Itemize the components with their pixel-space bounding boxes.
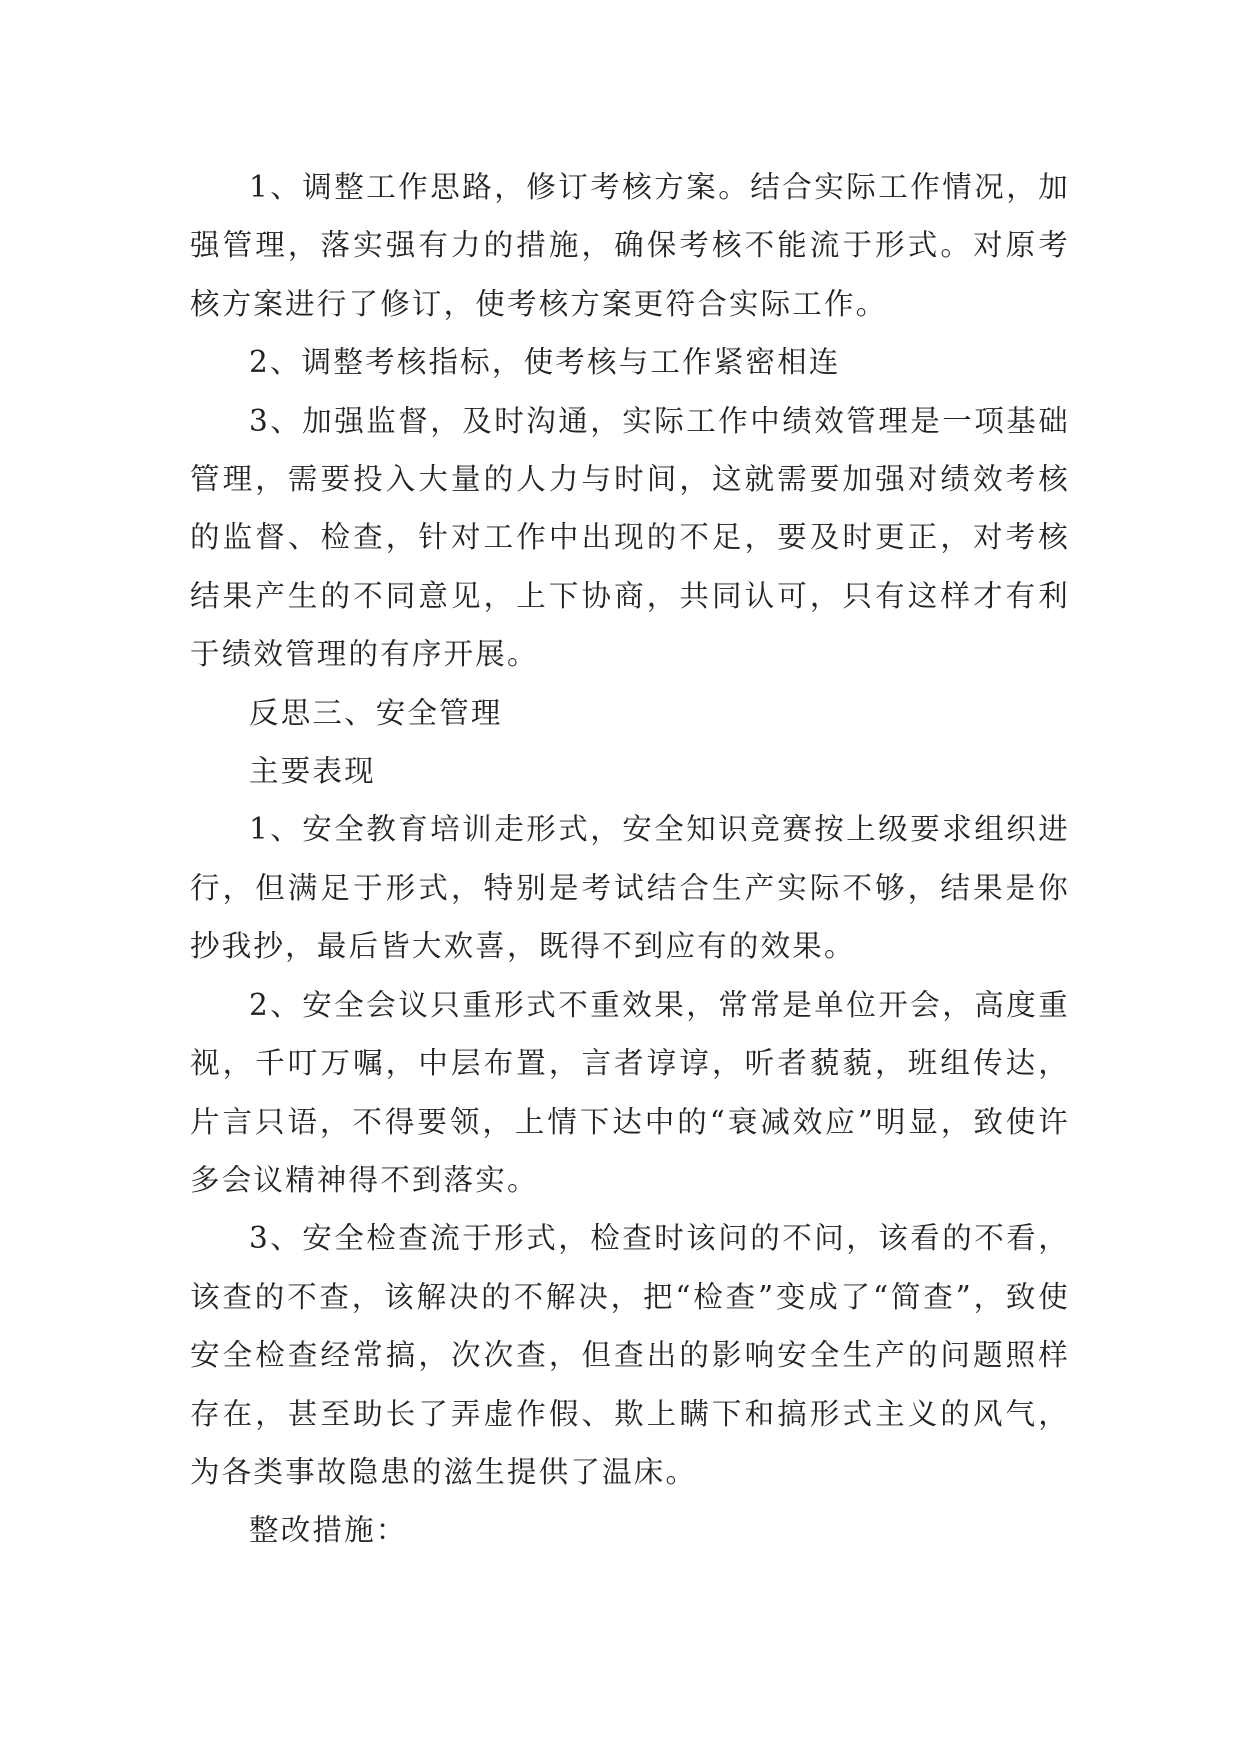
section-heading-safety-management: 反思三、安全管理 (249, 695, 503, 730)
paragraph-adjust-indicators: 2、调整考核指标，使考核与工作紧密相连 (249, 345, 841, 380)
subheading-corrective-measures: 整改措施： (249, 1513, 408, 1548)
paragraph-safety-training: 1、安全教育培训走形式，安全知识竞赛按上级要求组织进行，但满足于形式，特别是考试结合生产实际不够，结果是你抄我抄，最后皆大欢喜，既得不到应有的效果。 (190, 812, 1070, 964)
paragraph-adjust-work-approach: 1、调整工作思路，修订考核方案。结合实际工作情况，加强管理，落实强有力的措施，确保考核不能流于形式。对原考核方案进行了修订，使考核方案更符合实际工作。 (190, 170, 1070, 321)
subheading-main-manifestations: 主要表现 (249, 754, 376, 789)
paragraph-safety-inspections: 3、安全检查流于形式，检查时该问的不问，该看的不看，该查的不查，该解决的不解决，把“检查”变成了“简查”，致使安全检查经常搞，次次查，但查出的影响安全生产的问题照样存在，甚至助长了弄虚作假、欺上瞒下和搞形式主义的风气，为各类事故隐患的滋生提供了温床。 (190, 1221, 1070, 1489)
paragraph-strengthen-supervision: 3、加强监督，及时沟通，实际工作中绩效管理是一项基础管理，需要投入大量的人力与时间，这就需要加强对绩效考核的监督、检查，针对工作中出现的不足，要及时更正，对考核结果产生的不同意见，上下协商，共同认可，只有这样才有利于绩效管理的有序开展。 (190, 403, 1070, 672)
document-body (190, 158, 1070, 1560)
paragraph-safety-meetings: 2、安全会议只重形式不重效果，常常是单位开会，高度重视，千叮万嘱，中层布置，言者谆谆，听者藐藐，班组传达，片言只语，不得要领，上情下达中的“衰减效应”明显，致使许多会议精神得不到落实。 (190, 987, 1070, 1197)
